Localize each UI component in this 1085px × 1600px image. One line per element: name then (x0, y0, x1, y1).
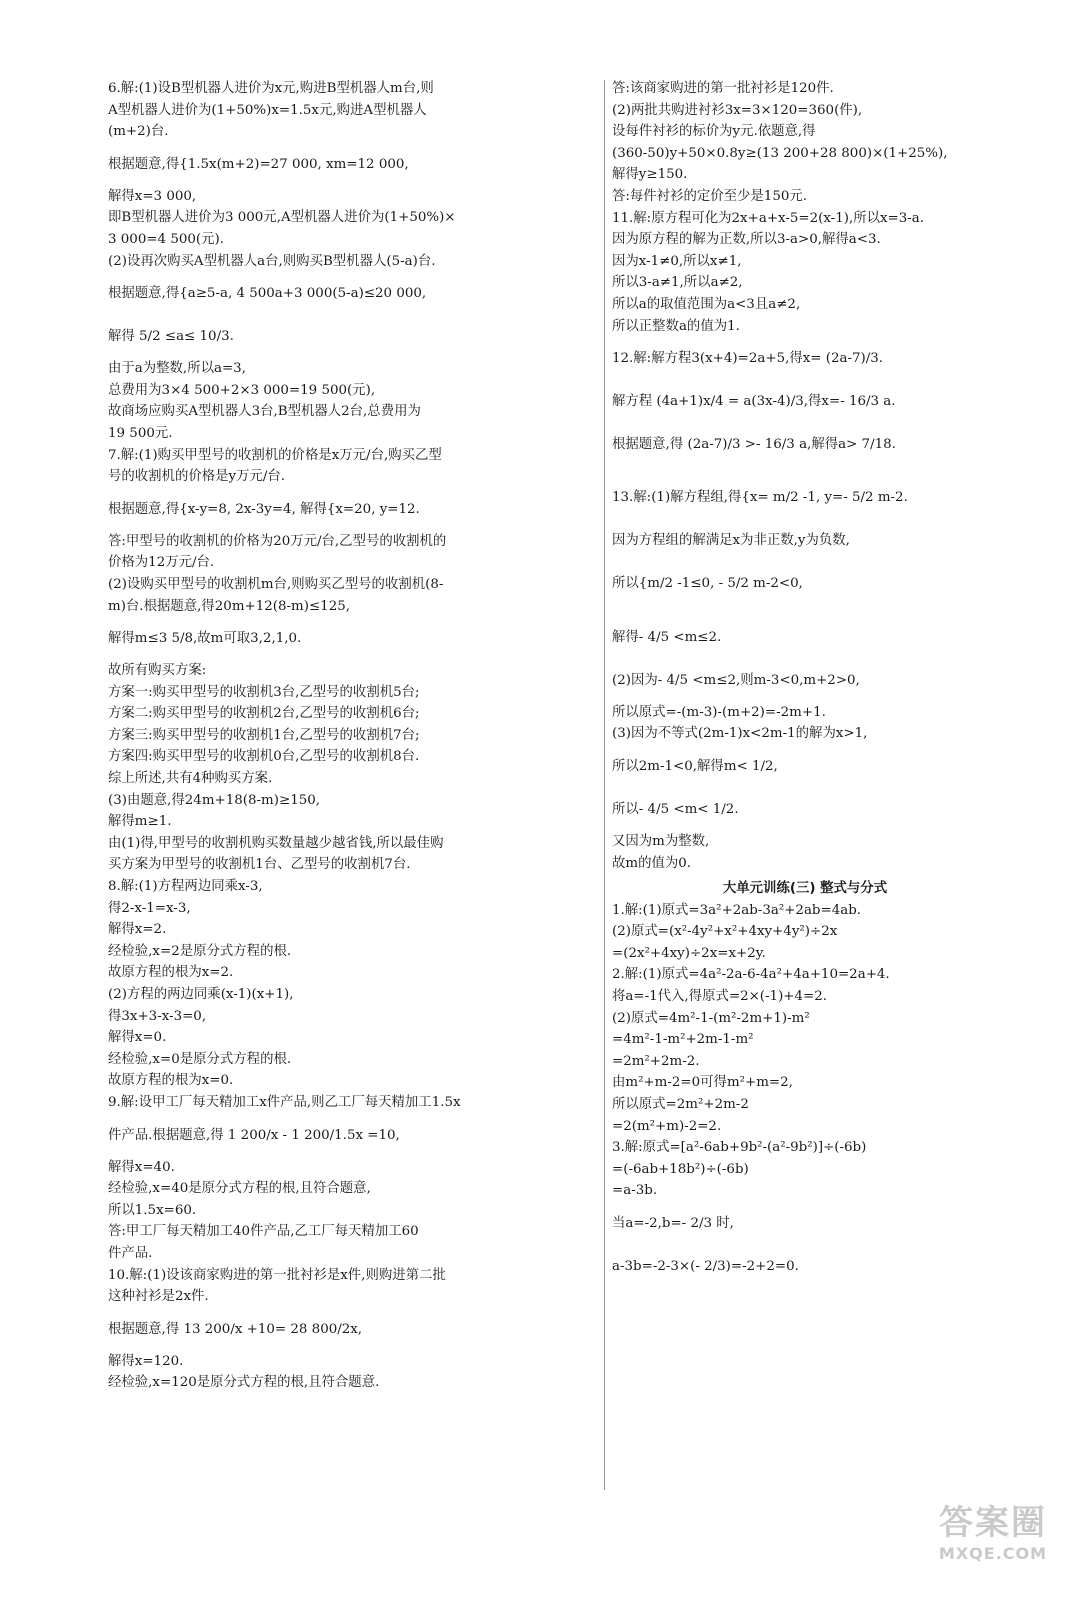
fraction-line: (2)因为- 4/5 <m≤2,则m-3<0,m+2>0, (612, 672, 860, 688)
text-line: 6.解:(1)设B型机器人进价为x元,购进B型机器人m台,则 (108, 81, 434, 96)
fraction-line: 根据题意,得 13 200/x +10= 28 800/2x, (108, 1321, 363, 1337)
text-line: (2)原式=(x²-4y²+x²+4xy+4y²)÷2x (612, 924, 838, 940)
text-line: 经检验,x=40是原分式方程的根,且符合题意, (108, 1181, 371, 1197)
text-line: 又因为m为整数, (612, 833, 710, 849)
text-line: 得3x+3-x-3=0, (108, 1008, 207, 1024)
text-line: 因为原方程的解为正数,所以3-a>0,解得a<3. (612, 232, 881, 248)
text-line: 答:甲工厂每天精加工40件产品,乙工厂每天精加工60 (108, 1224, 419, 1240)
text-line: 方案一:购买甲型号的收割机3台,乙型号的收割机5台; (108, 684, 420, 700)
text-line: 故m的值为0. (612, 855, 692, 871)
text-line: 解得x=40. (108, 1159, 175, 1175)
text-line: 7.解:(1)购买甲型号的收割机的价格是x万元/台,购买乙型 (108, 447, 442, 463)
text-line: (m+2)台. (108, 124, 169, 140)
text-line: (360-50)y+50×0.8y≥(13 200+28 800)×(1+25%), (612, 145, 948, 161)
text-line: (2)两批共购进衬衫3x=3×120=360(件), (612, 102, 863, 118)
text-line: 件产品. (108, 1245, 153, 1261)
text-line: 方案二:购买甲型号的收割机2台,乙型号的收割机6台; (108, 706, 420, 722)
text-line: 2.解:(1)原式=4a²-2a-6-4a²+4a+10=2a+4. (612, 967, 890, 983)
text-line: 方案三:购买甲型号的收割机1台,乙型号的收割机7台; (108, 727, 420, 743)
text-line: 价格为12万元/台. (108, 555, 215, 571)
inequality-system-line: 所以{m/2 -1≤0, - 5/2 m-2<0, (612, 575, 803, 591)
text-line: 买方案为甲型号的收割机1台、乙型号的收割机7台. (108, 857, 411, 873)
text-line: 由于a为整数,所以a=3, (108, 361, 246, 377)
text-line: =4m²-1-m²+2m-1-m² (612, 1032, 754, 1048)
text-line: 故原方程的根为x=0. (108, 1073, 234, 1089)
text-line: =a-3b. (612, 1183, 658, 1199)
text-line: 3 000=4 500(元). (108, 231, 224, 247)
text-line: (2)设再次购买A型机器人a台,则购买B型机器人(5-a)台. (108, 253, 436, 269)
right-column (612, 78, 998, 1288)
text-line: 9.解:设甲工厂每天精加工x件产品,则乙工厂每天精加工1.5x (108, 1094, 461, 1110)
text-line: 因为方程组的解满足x为非正数,y为负数, (612, 533, 850, 549)
text-line: 所以正整数a的值为1. (612, 318, 740, 334)
equation-system-line: 13.解:(1)解方程组,得{x= m/2 -1, y=- 5/2 m-2. (612, 490, 908, 506)
fraction-line: 解方程 (4a+1)x/4 = a(3x-4)/3,得x=- 16/3 a. (612, 394, 896, 410)
text-line: 由m²+m-2=0可得m²+m=2, (612, 1075, 793, 1091)
text-line: =(-6ab+18b²)÷(-6b) (612, 1161, 749, 1177)
text-line: 10.解:(1)设该商家购进的第一批衬衫是x件,则购进第二批 (108, 1267, 446, 1283)
text-line: 方案四:购买甲型号的收割机0台,乙型号的收割机8台. (108, 749, 420, 765)
text-line: 总费用为3×4 500+2×3 000=19 500(元), (108, 382, 376, 398)
fraction-line: 12.解:解方程3(x+4)=2a+5,得x= (2a-7)/3. (612, 351, 884, 367)
text-line: 所以原式=2m²+2m-2 (612, 1097, 749, 1113)
text-line: =2(m²+m)-2=2. (612, 1118, 722, 1134)
equation-system-line: 根据题意,得{1.5x(m+2)=27 000, xm=12 000, (108, 156, 409, 172)
fraction-line: 所以- 4/5 <m< 1/2. (612, 801, 739, 817)
text-line: (3)因为不等式(2m-1)x<2m-1的解为x>1, (612, 726, 868, 742)
text-line: 所以原式=-(m-3)-(m+2)=-2m+1. (612, 704, 826, 720)
left-column (108, 78, 604, 1394)
text-line: 综上所述,共有4种购买方案. (108, 771, 273, 787)
fraction-line: 根据题意,得 (2a-7)/3 >- 16/3 a,解得a> 7/18. (612, 437, 896, 453)
text-line: 经检验,x=120是原分式方程的根,且符合题意. (108, 1375, 380, 1391)
text-line: 解得x=2. (108, 922, 167, 938)
fraction-line: 解得 5/2 ≤a≤ 10/3. (108, 329, 234, 345)
text-line: 得2-x-1=x-3, (108, 900, 191, 916)
text-line: 故所有购买方案: (108, 663, 207, 679)
text-line: 由(1)得,甲型号的收割机购买数量越少越省钱,所以最佳购 (108, 835, 444, 851)
text-line: A型机器人进价为(1+50%)x=1.5x元,购进A型机器人 (108, 102, 427, 118)
text-line: 答:该商家购进的第一批衬衫是120件. (612, 81, 834, 96)
text-line: 19 500元. (108, 425, 173, 441)
text-line: 所以3-a≠1,所以a≠2, (612, 275, 743, 291)
watermark-url: MXQE.COM (938, 1544, 1048, 1563)
text-line: 所以a的取值范围为a<3且a≠2, (612, 296, 801, 312)
equation-system-line: 根据题意,得{x-y=8, 2x-3y=4, 解得{x=20, y=12. (108, 501, 420, 517)
text-line: =(2x²+4xy)÷2x=x+2y. (612, 945, 766, 961)
fraction-line: 件产品.根据题意,得 1 200/x - 1 200/1.5x =10, (108, 1127, 400, 1143)
fraction-line: 所以2m-1<0,解得m< 1/2, (612, 758, 778, 774)
text-line: 答:每件衬衫的定价至少是150元. (612, 188, 808, 204)
text-line: (3)由题意,得24m+18(8-m)≥150, (108, 792, 321, 808)
text-line: 将a=-1代入,得原式=2×(-1)+4=2. (612, 989, 828, 1005)
watermark-logo-text: 答案圈 (939, 1503, 1047, 1543)
text-line: 故原方程的根为x=2. (108, 965, 234, 981)
text-line: =2m²+2m-2. (612, 1053, 700, 1069)
inequality-system-line: 根据题意,得{a≥5-a, 4 500a+3 000(5-a)≤20 000, (108, 286, 427, 302)
column-divider (604, 80, 605, 1490)
text-line: 设每件衬衫的标价为y元.依题意,得 (612, 124, 816, 140)
text-line: 经检验,x=2是原分式方程的根. (108, 943, 292, 959)
text-line: 解得x=0. (108, 1030, 167, 1046)
text-line: (2)设购买甲型号的收割机m台,则购买乙型号的收割机(8- (108, 576, 444, 592)
section-title: 大单元训练(三) 整式与分式 (722, 881, 888, 897)
text-line: m)台.根据题意,得20m+12(8-m)≤125, (108, 598, 350, 614)
text-line: 故商场应购买A型机器人3台,B型机器人2台,总费用为 (108, 404, 421, 420)
fraction-line: 当a=-2,b=- 2/3 时, (612, 1216, 734, 1231)
text-line: 解得x=3 000, (108, 188, 197, 204)
text-line: 8.解:(1)方程两边同乘x-3, (108, 879, 263, 895)
text-line: 1.解:(1)原式=3a²+2ab-3a²+2ab=4ab. (612, 902, 862, 918)
text-line: 因为x-1≠0,所以x≠1, (612, 253, 742, 269)
text-line: (2)方程的两边同乘(x-1)(x+1), (108, 987, 294, 1002)
text-line: 3.解:原式=[a²-6ab+9b²-(a²-9b²)]÷(-6b) (612, 1140, 867, 1156)
text-line: 经检验,x=0是原分式方程的根. (108, 1051, 292, 1067)
text-line: 解得x=120. (108, 1353, 184, 1369)
text-line: 号的收割机的价格是y万元/台. (108, 469, 286, 485)
text-line: 解得m≥1. (108, 814, 172, 830)
fraction-line: a-3b=-2-3×(- 2/3)=-2+2=0. (612, 1259, 799, 1274)
text-line: 所以1.5x=60. (108, 1202, 197, 1218)
fraction-line: 解得- 4/5 <m≤2. (612, 629, 722, 645)
text-line: 即B型机器人进价为3 000元,A型机器人进价为(1+50%)× (108, 210, 456, 226)
text-line: (2)原式=4m²-1-(m²-2m+1)-m² (612, 1010, 810, 1026)
text-line: 这种衬衫是2x件. (108, 1289, 209, 1305)
fraction-line: 解得m≤3 5/8,故m可取3,2,1,0. (108, 631, 302, 647)
text-line: 答:甲型号的收割机的价格为20万元/台,乙型号的收割机的 (108, 533, 447, 549)
text-line: 11.解:原方程可化为2x+a+x-5=2(x-1),所以x=3-a. (612, 210, 925, 226)
site-watermark (923, 1502, 1063, 1572)
text-line: 解得y≥150. (612, 167, 688, 183)
